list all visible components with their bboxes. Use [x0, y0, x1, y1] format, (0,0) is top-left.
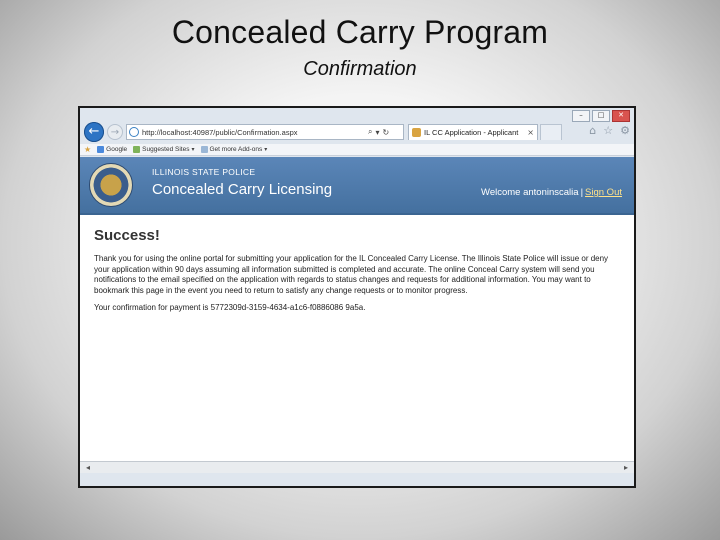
dropdown-icon[interactable]: ▾	[375, 127, 380, 137]
web-page	[80, 157, 634, 473]
back-button[interactable]: ←	[84, 122, 104, 142]
welcome-text: Welcome antoninscalia	[481, 187, 579, 198]
window-controls	[572, 110, 630, 122]
payment-confirmation: Your confirmation for payment is 5772309d-3159-4634-a1c6-f0886086 9a5a.	[94, 303, 366, 312]
tab-close-icon[interactable]: ×	[527, 128, 534, 137]
favorite-addons[interactable]	[201, 146, 268, 153]
horizontal-scrollbar[interactable]	[80, 461, 634, 473]
app-header	[80, 157, 634, 215]
suggested-sites-icon	[133, 146, 140, 153]
refresh-icon[interactable]: ↻	[382, 127, 390, 137]
addons-icon	[201, 146, 208, 153]
slide-subtitle: Confirmation	[303, 58, 417, 80]
search-icon[interactable]: ⌕	[368, 127, 373, 136]
sign-out-link[interactable]: Sign Out	[585, 187, 622, 198]
gear-icon[interactable]: ⚙	[620, 124, 630, 137]
favorite-suggested-label: Suggested Sites	[142, 146, 190, 153]
tab-title: IL CC Application - Applicant	[424, 128, 519, 137]
navigation-bar	[82, 122, 634, 142]
favorites-bar	[80, 144, 634, 156]
success-heading: Success!	[94, 227, 160, 244]
scroll-right-icon[interactable]: ▸	[623, 463, 628, 472]
close-window-button[interactable]: ✕	[612, 110, 630, 122]
url-text: http://localhost:40987/public/Confirmation.aspx	[142, 127, 298, 137]
state-police-seal-logo	[89, 163, 133, 207]
confirmation-content	[94, 227, 624, 321]
separator: |	[580, 187, 584, 198]
favorite-addons-label: Get more Add-ons	[209, 146, 263, 153]
ie-page-icon	[129, 127, 139, 137]
favorites-star-icon[interactable]: ☆	[603, 124, 614, 137]
confirmation-message: Thank you for using the online portal for submitting your application for the IL Concealed Carry License. The Illinois State Police will issue or deny your application within 90 days assuming all information submitted is completed and accurate. The online Conceal Carry system will send you notifications to the email specified on the application with regards to status changes and requests for additional information. You may want to bookmark this page in the event you need to return to satisfy any change requests or to monitor progress.	[94, 254, 609, 295]
chevron-down-icon: ▾	[264, 146, 268, 153]
chevron-down-icon: ▾	[191, 146, 195, 153]
maximize-button[interactable]: □	[592, 110, 610, 122]
forward-button[interactable]: →	[107, 124, 123, 140]
browser-window	[78, 106, 636, 488]
favorites-star-icon[interactable]: ★	[84, 145, 92, 154]
home-icon[interactable]: ⌂	[589, 124, 597, 137]
address-tools	[368, 124, 389, 140]
agency-name: ILLINOIS STATE POLICE	[152, 167, 256, 177]
minimize-button[interactable]: –	[572, 110, 590, 122]
favorite-google[interactable]	[97, 146, 127, 153]
browser-toolbar-icons	[589, 124, 630, 137]
scroll-left-icon[interactable]: ◂	[85, 463, 90, 472]
user-welcome	[481, 187, 622, 198]
slide-title: Concealed Carry Program	[171, 14, 549, 50]
new-tab-button[interactable]	[540, 124, 562, 140]
address-bar[interactable]	[126, 124, 404, 140]
favorite-google-label: Google	[106, 146, 128, 153]
app-title: Concealed Carry Licensing	[152, 181, 333, 198]
browser-tab[interactable]	[408, 124, 538, 140]
favorite-suggested-sites[interactable]	[133, 146, 194, 153]
google-icon	[97, 146, 104, 153]
tab-favicon	[412, 128, 421, 137]
